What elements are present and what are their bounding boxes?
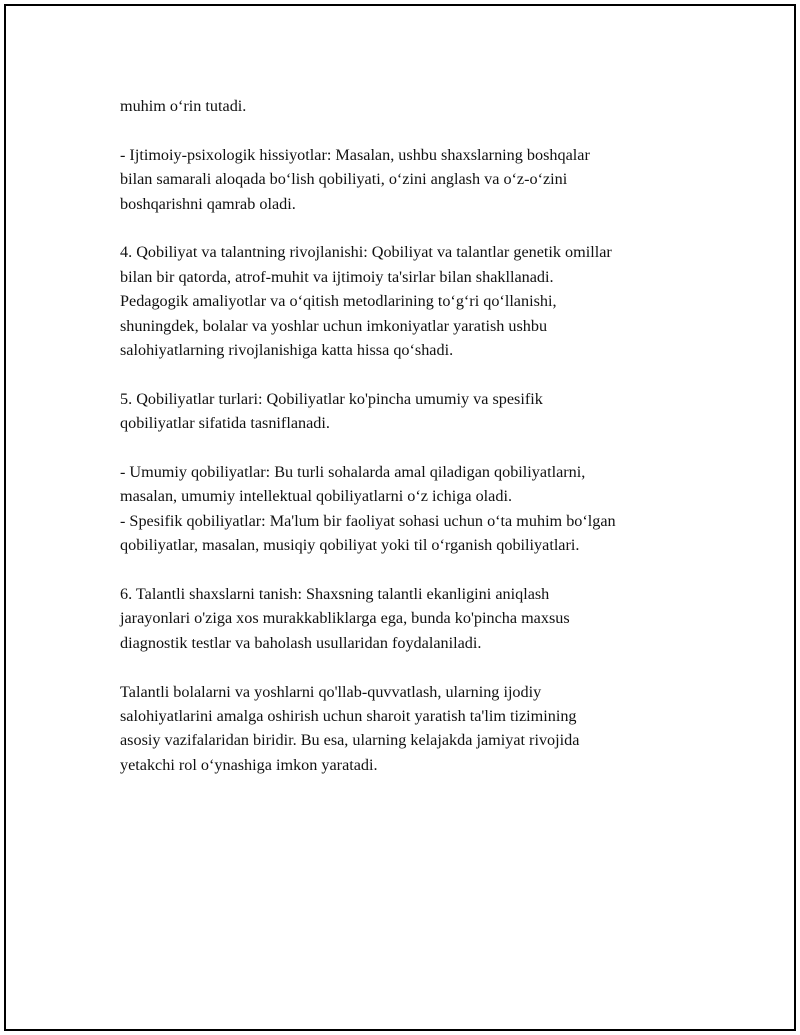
text-line: asosiy vazifalaridan biridir. Bu esa, ularning kelajakda jamiyat rivojida [120, 731, 580, 750]
paragraph-gap [120, 118, 710, 142]
text-line: - Umumiy qobiliyatlar: Bu turli sohalarda amal qiladigan qobiliyatlarni, [120, 463, 586, 482]
text-line: muhim o‘rin tutadi. [120, 97, 247, 115]
paragraph-continuation [120, 94, 710, 118]
text-line: boshqarishni qamrab oladi. [120, 194, 296, 213]
text-line: - Spesifik qobiliyatlar: Ma'lum bir faoliyat sohasi uchun o‘ta muhim bo‘lgan [120, 511, 616, 530]
text-line: salohiyatlarini amalga oshirish uchun sharoit yaratish ta'lim tizimining [120, 707, 577, 726]
text-line: 4. Qobiliyat va talantning rivojlanishi: Qobiliyat va talantlar genetik omillar [120, 243, 612, 262]
paragraph-section-6 [120, 582, 710, 655]
paragraph-gap [120, 558, 710, 582]
paragraph-ability-types [120, 460, 710, 558]
paragraph-gap [120, 436, 710, 460]
text-line: shuningdek, bolalar va yoshlar uchun imkoniyatlar yaratish ushbu [120, 316, 548, 335]
paragraph-section-5 [120, 387, 710, 436]
text-line: Pedagogik amaliyotlar va o‘qitish metodlarining to‘g‘ri qo‘llanishi, [120, 292, 557, 311]
paragraph-gap [120, 362, 710, 386]
paragraph-section-4 [120, 240, 710, 362]
text-line: bilan samarali aloqada bo‘lish qobiliyati, o‘zini anglash va o‘z-o‘zini [120, 170, 568, 189]
document-page [4, 4, 796, 1031]
paragraph-gap [120, 216, 710, 240]
text-line: masalan, umumiy intellektual qobiliyatlarni o‘z ichiga oladi. [120, 487, 512, 506]
text-line: qobiliyatlar, masalan, musiqiy qobiliyat yoki til o‘rganish qobiliyatlari. [120, 536, 580, 555]
text-line: diagnostik testlar va baholash usullaridan foydalaniladi. [120, 633, 482, 652]
text-line: jarayonlari o'ziga xos murakkabliklarga ega, bunda ko'pincha maxsus [120, 609, 570, 628]
document-body [120, 94, 710, 777]
text-line: bilan bir qatorda, atrof-muhit va ijtimoiy ta'sirlar bilan shakllanadi. [120, 267, 554, 286]
paragraph-social-psychological [120, 143, 710, 216]
text-line: - Ijtimoiy-psixologik hissiyotlar: Masalan, ushbu shaxslarning boshqalar [120, 145, 590, 164]
paragraph-conclusion [120, 680, 710, 778]
text-line: 5. Qobiliyatlar turlari: Qobiliyatlar ko'pincha umumiy va spesifik [120, 389, 543, 408]
text-line: yetakchi rol o‘ynashiga imkon yaratadi. [120, 755, 378, 774]
text-line: salohiyatlarning rivojlanishiga katta hissa qo‘shadi. [120, 341, 454, 360]
paragraph-gap [120, 655, 710, 679]
text-line: Talantli bolalarni va yoshlarni qo'llab-quvvatlash, ularning ijodiy [120, 682, 542, 701]
text-line: qobiliyatlar sifatida tasniflanadi. [120, 414, 330, 433]
text-line: 6. Talantli shaxslarni tanish: Shaxsning talantli ekanligini aniqlash [120, 585, 550, 604]
